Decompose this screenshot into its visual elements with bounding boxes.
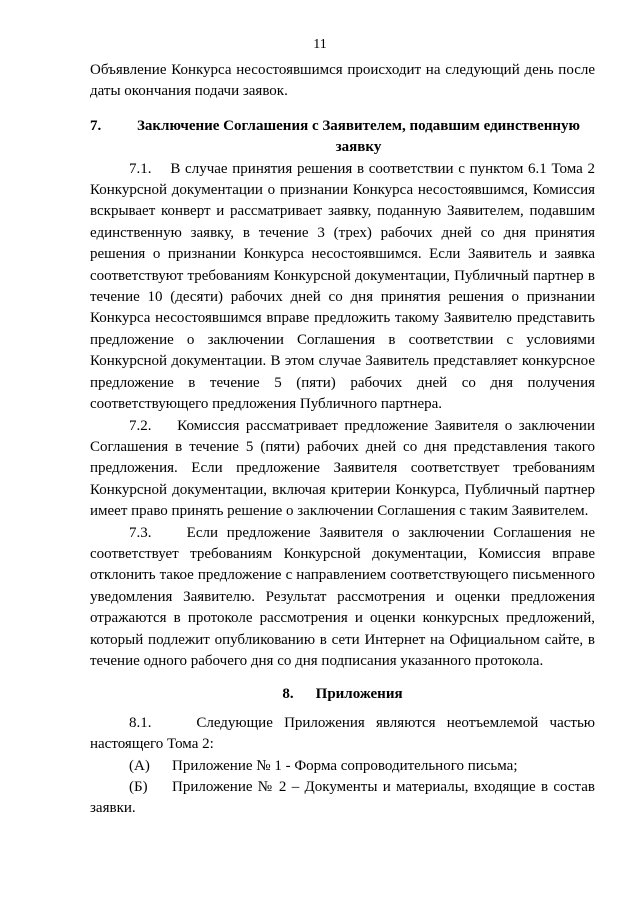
paragraph-7-3: 7.3. Если предложение Заявителя о заключении Соглашения не соответствует требованиям Конкурсной документации, Комиссия вправе отклонить такое предложение с направлением соответствующего письменного уведомления Заявителю. Результат рассмотрения и оценки предложения отражаются в протоколе рассмотрения и оценки конкурсных предложений, который подлежит опубликованию в сети Интернет на Официальном сайте, в течение одного рабочего дня со дня подписания указанного протокола.	[90, 524, 595, 669]
section-8-title: Приложения	[315, 686, 403, 703]
section-7-number: 7.	[90, 117, 102, 134]
section-8-heading	[90, 684, 595, 705]
list-item-a	[90, 756, 595, 777]
list-item-a-marker: (А)	[129, 757, 150, 774]
document-body	[90, 60, 595, 820]
intro-paragraph: Объявление Конкурса несостоявшимся происходит на следующий день после даты окончания подачи заявок.	[90, 62, 595, 100]
list-item-b	[90, 777, 595, 820]
list-item-a-text: Приложение № 1 - Форма сопроводительного письма;	[172, 757, 518, 774]
paragraph-7-2: 7.2. Комиссия рассматривает предложение Заявителя о заключении Соглашения в течение 5 (пяти) рабочих дней со дня представления такого предложения. Если предложение Заявителя соответствует требованиям Конкурсной документации, включая критерии Конкурса, Публичный партнер имеет право принять решение о заключении Соглашения с таким Заявителем.	[90, 417, 595, 520]
paragraph-7-1: 7.1. В случае принятия решения в соответствии с пунктом 6.1 Тома 2 Конкурсной документации о признании Конкурса несостоявшимся, Комиссия вскрывает конверт и рассматривает заявку, поданную Заявителем, подавшим единственную заявку, в течение 3 (трех) рабочих дней со дня принятия решения о признании Конкурса несостоявшимся. Если Заявитель и заявка соответствуют требованиям Конкурсной документации, Публичный партнер в течение 10 (десяти) рабочих дней со дня принятия решения о признании Конкурса несостоявшимся вправе предложить такому Заявителю представить предложение о заключении Соглашения в соответствии с условиями Конкурсной документации. В этом случае Заявитель представляет конкурсное предложение в течение 5 (пяти) рабочих дней со дня получения соответствующего предложения Публичного партнера.	[90, 160, 595, 413]
section-7-heading	[90, 116, 595, 159]
list-item-b-text: Приложение № 2 – Документы и материалы, входящие в состав заявки.	[90, 779, 595, 817]
section-7-title: Заключение Соглашения с Заявителем, подавшим единственную заявку	[137, 117, 580, 156]
paragraph-8-1: 8.1. Следующие Приложения являются неотъемлемой частью настоящего Тома 2:	[90, 714, 595, 753]
list-item-b-marker: (Б)	[129, 779, 148, 795]
page-number: 11	[313, 37, 327, 52]
section-8-number: 8.	[282, 686, 294, 703]
